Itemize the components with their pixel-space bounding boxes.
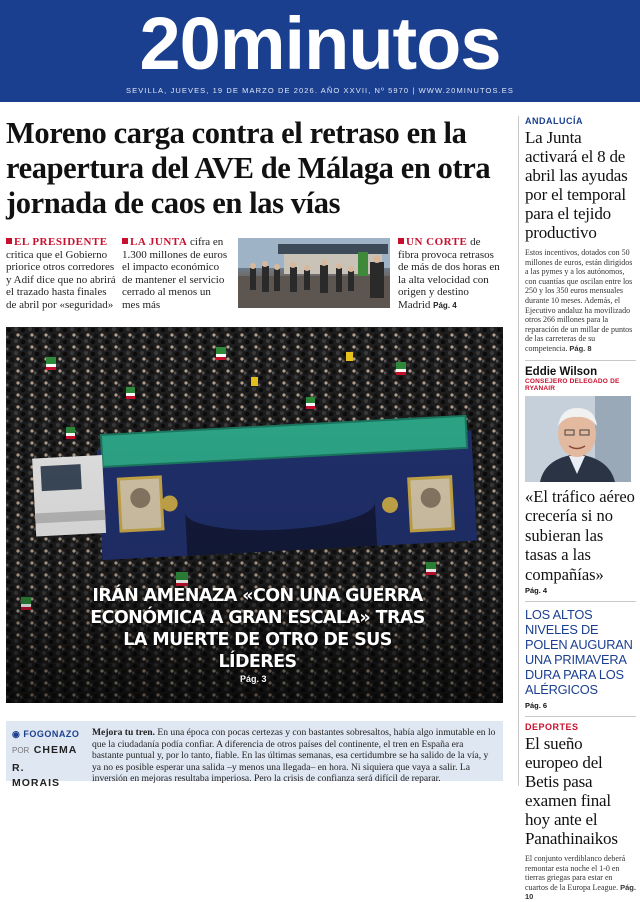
- divider: [525, 716, 636, 717]
- divider: [525, 601, 636, 602]
- fogonazo-title: Mejora tu tren.: [92, 727, 155, 738]
- brief-kicker: LA JUNTA: [130, 236, 188, 248]
- deportes-body: El conjunto verdiblanco deberá remontar esta noche el 1-0 en tierras griegas para estar en cuartos de la Europa League. Pág. 10: [525, 854, 636, 902]
- interviewee-portrait: [525, 396, 631, 482]
- interviewee-name: Eddie Wilson: [525, 365, 598, 378]
- dateline: SEVILLA, JUEVES, 19 DE MARZO DE 2026. AÑO XXVII, Nº 5970 | WWW.20MINUTOS.ES: [126, 86, 514, 95]
- author-first: CHEMA R.: [12, 744, 77, 774]
- right-sidebar: [518, 116, 636, 902]
- divider: [525, 360, 636, 361]
- polen-headline: LOS ALTOS NIVELES DE POLEN AUGURAN UNA PRIMAVERA DURA PARA LOS ALÉRGICOS: [525, 607, 633, 698]
- main-photo-page-ref: Pág. 3: [240, 674, 267, 684]
- camera-icon: ◉: [12, 729, 24, 739]
- interviewee-role: CONSEJERO DELEGADO DE RYANAIR: [525, 377, 620, 392]
- story-andalucia[interactable]: [525, 116, 636, 354]
- fogonazo-byline: [12, 729, 90, 790]
- portrait-image: [525, 396, 631, 482]
- andalucia-headline: La Junta activará el 8 de abril las ayudas por el temporal para el tejido productivo: [525, 128, 628, 242]
- lead-brief-junta[interactable]: [122, 236, 230, 311]
- bullet-square-icon: [6, 238, 12, 244]
- section-label-andalucia: ANDALUCÍA: [525, 116, 583, 126]
- masthead: [0, 0, 640, 102]
- fogonazo-tag: ◉ FOGONAZO: [12, 729, 80, 739]
- fogonazo-text: [92, 727, 497, 785]
- brief-text: critica que el Gobierno priorice otros corredores y Adif dice que no abrirá el trazado hasta finales de abril por «seguridad»: [6, 248, 116, 311]
- author-last: MORAIS: [12, 777, 60, 789]
- lead-headline[interactable]: Moreno carga contra el retraso en la reapertura del AVE de Málaga en otra jornada de caos en las vías: [6, 116, 491, 220]
- brief-text: cifra en 1.300 millones de euros el impacto económico de mantener el servicio cerrado al menos un mes más: [122, 236, 228, 311]
- page-ref: Pág. 6: [525, 701, 548, 711]
- deportes-headline: El sueño europeo del Betis pasa examen final hoy ante el Panathinaikos: [525, 734, 618, 849]
- fogonazo-column[interactable]: [6, 721, 503, 789]
- newspaper-logo[interactable]: 20minutos: [139, 2, 501, 85]
- bullet-square-icon: [398, 238, 404, 244]
- story-interview[interactable]: [525, 366, 636, 596]
- bullet-square-icon: [122, 238, 128, 244]
- page-ref: Pág. 10: [525, 882, 636, 902]
- lead-brief-corte[interactable]: [398, 236, 502, 312]
- section-label-deportes: DEPORTES: [525, 722, 579, 733]
- story-polen[interactable]: [525, 607, 636, 710]
- byline-por: POR: [12, 746, 30, 755]
- andalucia-body: Estos incentivos, dotados con 50 millones de euros, están dirigidos a las pymes y a los autónomos, con cuantías que oscilan entre los 250 y los 350 euros mensuales durante 10 meses. Además, el Ejecutivo andaluz ha movilizado otros 266 millones para la reparación de un millar de puntos de las carreteras de su competencia. Pág. 8: [525, 248, 633, 353]
- brief-kicker: UN CORTE: [406, 236, 468, 248]
- station-photo-image: [238, 238, 390, 308]
- page-ref: Pág. 8: [569, 343, 592, 353]
- main-photo-caption[interactable]: IRÁN AMENAZA «CON UNA GUERRA ECONÓMICA A GRAN ESCALA» TRAS LA MUERTE DE OTRO DE SUS LÍDERES: [90, 586, 425, 672]
- story-deportes[interactable]: [525, 722, 636, 902]
- interview-quote: «El tráfico aéreo crecería si no subieran las tasas a las compañías»: [525, 486, 635, 584]
- brief-text: de fibra provoca retrasos de más de dos horas en la alta velocidad con origen y destino Madrid: [398, 236, 500, 311]
- station-photo[interactable]: [238, 238, 390, 308]
- page-ref: Pág. 4: [433, 300, 457, 310]
- page-ref: Pág. 4: [525, 586, 548, 596]
- brief-kicker: EL PRESIDENTE: [14, 236, 108, 248]
- fogonazo-body: En una época con pocas certezas y con bastantes sobresaltos, había algo inmutable en lo que la ciudadanía podía confiar. A diferencia de otros países del continente, el tren en España era bastante puntual y, por lo tanto, fiable. En las últimas semanas, esa certidumbre se ha salido de la vía, y ya no es posible esperar una salida –y menos una llegada– en hora. Ni siquiera que vaya a salir. La inversión en mejoras resultaba imperiosa. Pero la crisis de confianza será difícil de reparar.: [92, 727, 496, 784]
- lead-brief-president[interactable]: [6, 236, 118, 311]
